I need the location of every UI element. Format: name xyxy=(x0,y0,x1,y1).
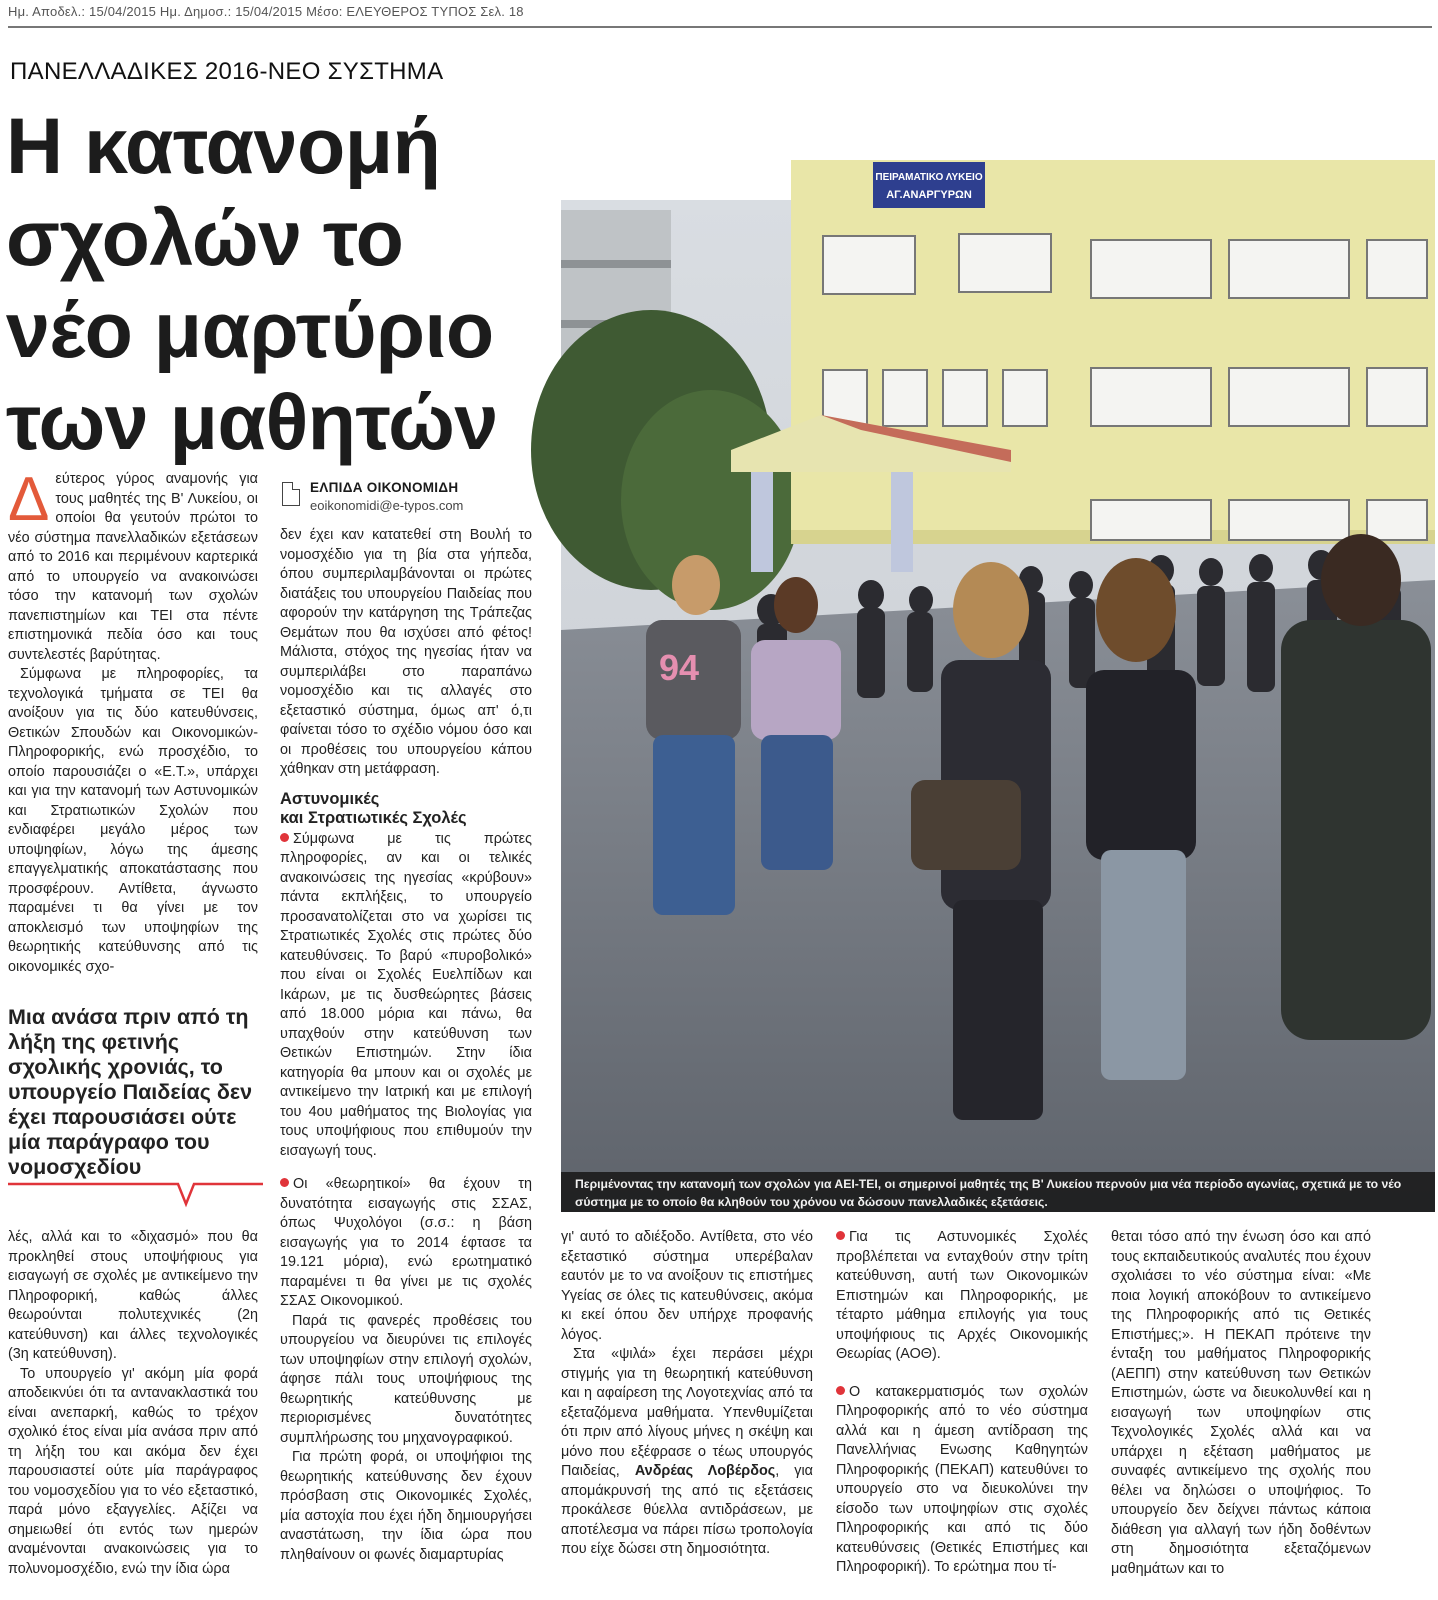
paragraph: Παρά τις φανερές προθέσεις του υπουργείου να διευρύνει τις επιλογές των υποψηφίων στην επιλογή σχολών, άφησε πάλι τους υποψήφιους της θεωρητικής κατεύθυνσης με περιορισμένες δυνατότητες συμπλήρωσης του μηχανογραφικού. xyxy=(280,1312,532,1446)
subhead-line: Αστυνομικές xyxy=(280,789,380,808)
paragraph-text: Για τις Αστυνομικές Σχολές προβλέπεται να ενταχθούν στην τρίτη κατεύθυνση, αυτή των Οικονομικών Επιστημών και Πληροφορικής, με τέταρτο μάθημα επιλογής για τους υποψήφιους τις Αρχές Οικονομικής Θεωρίας (ΑΟΘ). xyxy=(836,1229,1088,1362)
school-sign-line-1: ΠΕΙΡΑΜΑΤΙΚΟ ΛΥΚΕΙΟ xyxy=(875,172,983,183)
photo-caption: Περιμένοντας την κατανομή των σχολών για ΑΕΙ-ΤΕΙ, οι σημερινοί μαθητές της Β' Λυκείου περνούν μια νέα περίοδο αγωνίας, σχετικά με το νέο σύστημα με το οποίο θα κληθούν του χρόνου να δώσουν πανελλαδικές εξετάσεις. xyxy=(561,1172,1435,1212)
pull-quote: Μια ανάσα πριν από τη λήξη της φετινής σχολικής χρονιάς, το υπουργείο Παιδείας δεν έχει παρουσιάσει ούτε μία παράγραφο του νομοσχεδίου xyxy=(8,1005,253,1179)
article-column-1-continued xyxy=(8,1228,258,1579)
kicker: ΠΑΝΕΛΛΑΔΙΚΕΣ 2016-ΝΕΟ ΣΥΣΤΗΜΑ xyxy=(10,58,444,85)
pull-quote-rule xyxy=(8,1182,263,1212)
article-photo xyxy=(561,172,1435,1212)
paragraph xyxy=(836,1228,1088,1365)
author-name: ΕΛΠΙΔΑ ΟΙΚΟΝΟΜΙΔΗ xyxy=(310,480,459,495)
red-bullet-icon xyxy=(836,1231,845,1240)
article-column-5 xyxy=(1111,1228,1371,1579)
school-yard-photo xyxy=(561,172,1435,1212)
headline-line-3: νέο μαρτύριο xyxy=(6,285,494,374)
meta-divider xyxy=(8,26,1432,28)
headline-line-1: Η κατανομή xyxy=(6,101,441,190)
paragraph: Σύμφωνα με πληροφορίες, τα τεχνολογικά τμήματα σε ΤΕΙ θα ανοίξουν για τις δύο κατευθύνσεις, Θετικών Σπουδών και Οικονομικών-Πληροφορικής, ενώ προσχέδιο, το οποίο παρουσιάζει ο «Ε.Τ.», υπάρχει και για την κατανομή των Αστυνομικών και Στρατιωτικών Σχολών που ενδιαφέρει μεγάλο μέρος των υποψηφίων, λόγω της άμεσης επαγγελματικής αποκατάστασης που προσφέρουν. Αντίθετα, άγνωστο παραμένει τι θα γίνει με τον αποκλεισμό των υποψηφίων της θεωρητικής κατεύθυνσης από τις οικονομικές σχο- xyxy=(8,666,258,975)
paragraph: λές, αλλά και το «διχασμό» που θα προκληθεί στους υποψήφιους για εισαγωγή σε σχολές με αντικείμενο την Πληροφορική, καθώς άλλες θεωρούνται πολυτεχνικές (2η κατεύθυνση) και άλλες τεχνολογικές (3η κατεύθυνση). xyxy=(8,1229,258,1362)
paragraph: εύτερος γύρος αναμονής για τους μαθητές της Β' Λυκείου, οι οποίοι θα γευτούν πρώτοι το νέο σύστημα πανελλαδικών εξετάσεων από το 2016 και περιμένουν καρτερικά από το υπουργείο να ανακοινώσει τόσο την κατανομή των σχολών πανεπιστημίων και ΤΕΙ στα πέντε επιστημονικά πεδία όσο και τους συντελεστές βαρύτητας. xyxy=(8,471,258,663)
drop-cap: Δ xyxy=(8,465,50,534)
article-column-3 xyxy=(561,1228,813,1560)
paragraph xyxy=(836,1383,1088,1578)
paragraph: δεν έχει καν κατατεθεί στη Βουλή το νομοσχέδιο για τη βία στα γήπεδα, όπου συμπεριλαμβάνονται οι πρώτες διατάξεις του υπουργείου Παιδείας που αφορούν την κατάργηση της Τράπεζας Θεμάτων που θα ισχύσει από φέτος! Μάλιστα, στόχος της ηγεσίας ήταν να συμπεριλάβει στο παραπάνω νομοσχέδιο και τις αλλαγές στο εξεταστικό σύστημα, όμως απ' ό,τι φαίνεται τόσο το σχέδιο νόμου όσο και οι προθέσεις του υπουργείου κάπου χάθηκαν στη μετάφραση. xyxy=(280,527,532,777)
paragraph-text: Ο κατακερματισμός των σχολών Πληροφορικής από το νέο σύστημα αλλά και η άμεση αντίδραση της Πανελλήνιας Ενωσης Καθηγητών Πληροφορικής (ΠΕΚΑΠ) κατευθύνει το υπουργείο στο να διευκολύνει την είσοδο των υποψηφίων στις σχολές Πληροφορικής και από τις δύο κατευθύνσεις (Θετικές Επιστήμες και Πληροφορική). Το ερώτημα που τί- xyxy=(836,1383,1088,1575)
paragraph: γι' αυτό το αδιέξοδο. Αντίθετα, στο νέο εξεταστικό σύστημα υπερέβαλαν εαυτόν με το να ανοίξουν τις επιστήμες Υγείας σε όλες τις κατευθύνσεις, ακόμα κι εκεί όπου δεν υπήρχε προφανής λόγος. xyxy=(561,1229,813,1343)
paragraph xyxy=(280,830,532,1162)
headline-line-4: των μαθητών xyxy=(6,377,498,466)
article-column-2 xyxy=(280,526,532,1565)
paragraph-text: Σύμφωνα με τις πρώτες πληροφορίες, αν και οι τελικές ανακοινώσεις της ηγεσίας «κρύβουν» πάντα εκπλήξεις, το υπουργείο προσανατολίζεται στο να χωρίσει τις Στρατιωτικές Σχολές στις πρώτες δύο κατευθύνσεις. Το βαρύ «πυροβολικό» που είναι οι Σχολές Ευελπίδων και Ικάρων, με τις δυσθεώρητες βάσεις από 18.000 μόρια και πάνω, θα υπαχθούν στην κατεύθυνση των Θετικών Επιστημών. Στην ίδια κατηγορία θα μπουν και οι σχολές με αντικείμενο την Ιατρική και με επιλογή του 4ου μαθήματος της Βιολογίας για τους υποψήφιους που επιθυμούν την εισαγωγή τους. xyxy=(280,830,532,1159)
paragraph-text: Στα «ψιλά» έχει περάσει μέχρι στιγμής για τη θεωρητική κατεύθυνση και η αφαίρεση της Λογοτεχνίας από τα εξεταζόμενα μαθήματα. Υπενθυμίζεται ότι πριν από λίγους μήνες η σκέψη και μόνο που εξέφρασε ο τέως υπουργός Παιδείας, xyxy=(561,1346,813,1479)
section-subhead xyxy=(280,790,532,828)
headline-line-2: σχολών το xyxy=(6,193,404,282)
author-byline xyxy=(282,482,552,518)
paragraph xyxy=(280,1175,532,1312)
article-column-4 xyxy=(836,1228,1088,1578)
author-email: eoikonomidi@e-typos.com xyxy=(310,498,464,513)
subhead-line: και Στρατιωτικές Σχολές xyxy=(280,808,467,827)
paragraph: θεται τόσο από την ένωση όσο και από τους εκπαιδευτικούς αναλυτές που έχουν σχολιάσει το νέο σύστημα είναι: «Με ποια λογική αποκόβουν το αντικείμενο της Πληροφορικής από τις Θετικές Επιστήμες;». Η ΠΕΚΑΠ πρότεινε την ένταξη του μαθήματος Πληροφορικής (ΑΕΠΠ) στην κατεύθυνση των Θετικών Επιστημών, ώστε να διευκολυνθεί και η εισαγωγή των υποψηφίων στις Τεχνολογικές Σχολές αλλά και να υπάρχει η εξέταση μαθήματος με συναφές αντικείμενο της σχολής που θέλει να δηλώσει ο υποψήφιος. Το υπουργείο δεν δείχνει πάντως κάποια διάθεση για αλλαγή των ήδη δοθέντων στη δημοσιότητα εξεταζόμενων μαθημάτων και το xyxy=(1111,1229,1371,1577)
shirt-number: 94 xyxy=(658,647,700,688)
headline xyxy=(6,100,554,468)
school-sign-line-2: ΑΓ.ΑΝΑΡΓΥΡΩΝ xyxy=(886,189,972,201)
red-bullet-icon xyxy=(836,1386,845,1395)
red-bullet-icon xyxy=(280,833,289,842)
paragraph: Για πρώτη φορά, οι υποψήφιοι της θεωρητικής κατεύθυνσης δεν έχουν πρόσβαση στις Οικονομικές Σχολές, μία αστοχία που έχει ήδη δημιουργήσει αναστάτωση, την ίδια ώρα που πληθαίνουν οι φωνές διαμαρτυρίας xyxy=(280,1449,532,1563)
article-column-1 xyxy=(8,465,258,977)
person-name: Ανδρέας Λοβέρδος xyxy=(634,1463,776,1479)
paragraph: Το υπουργείο γι' ακόμη μία φορά αποδεικνύει ότι τα αντανακλαστικά του είναι ανεπαρκή, καθώς το τρέχον σχολικό έτος είναι μία ανάσα πριν από τη λήξη του και ακόμα δεν έχει παρουσιαστεί ούτε μία παράγραφος του νομοσχεδίου για το νέο εξεταστικό, παρά μόνο εξαγγελίες. Αξίζει να σημειωθεί ότι εντός των ημερών αναμένονται ανακοινώσεις για το πολυνομοσχέδιο, ενώ την ίδια ώρα xyxy=(8,1365,258,1577)
paragraph-text: , για απομάκρυνσή της από τις εξετάσεις προκάλεσε θύελλα αντιδράσεων, με αποτέλεσμα να πάρει πίσω τροπολογία που είχε δώσει στη δημοσιότητα. xyxy=(561,1463,813,1557)
red-bullet-icon xyxy=(280,1178,289,1187)
document-icon xyxy=(282,482,300,506)
paragraph-text: Οι «θεωρητικοί» θα έχουν τη δυνατότητα εισαγωγής στις ΣΣΑΣ, όπως Ψυχολόγοι (σ.σ.: η βάση εισαγωγής για το 2014 έφτασε τα 19.121 μόρια), ενώ ερωτηματικό παραμένει τι θα γίνει με τις σχολές ΣΣΑΣ Οικονομικού. xyxy=(280,1176,532,1309)
clipping-meta-line: Ημ. Αποδελ.: 15/04/2015 Ημ. Δημοσ.: 15/04/2015 Μέσο: ΕΛΕΥΘΕΡΟΣ ΤΥΠΟΣ Σελ. 18 xyxy=(8,4,524,19)
paragraph xyxy=(561,1345,813,1560)
